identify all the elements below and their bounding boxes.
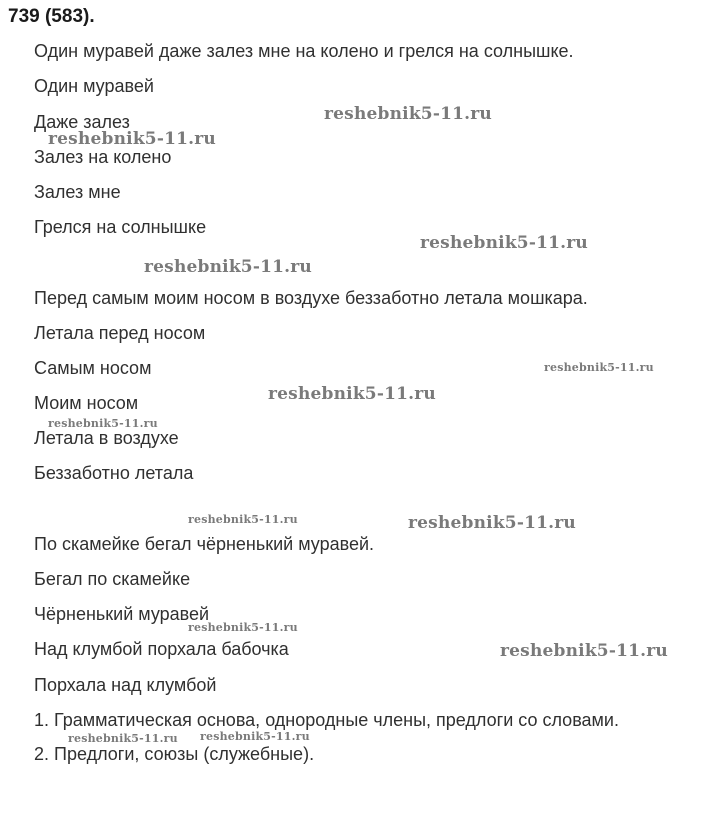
watermark: reshebnik5-11.ru	[48, 417, 158, 430]
text-line: По скамейке бегал чёрненький муравей.	[34, 534, 375, 554]
text-line: 2. Предлоги, союзы (служебные).	[34, 744, 315, 764]
text-line: Залез на колено	[34, 147, 172, 167]
watermark: reshebnik5-11.ru	[420, 233, 588, 253]
text-line: Беззаботно летала	[34, 463, 194, 483]
watermark: reshebnik5-11.ru	[188, 621, 298, 634]
text-line: Моим носом	[34, 393, 139, 413]
text-line: Над клумбой порхала бабочка	[34, 639, 289, 659]
text-line: Летала перед носом	[34, 323, 206, 343]
text-line: Бегал по скамейке	[34, 569, 191, 589]
text-line: Один муравей	[34, 76, 154, 96]
watermark: reshebnik5-11.ru	[144, 257, 312, 277]
text-line: Перед самым моим носом в воздухе беззаботно летала мошкара.	[34, 288, 588, 308]
exercise-number: 739 (583).	[8, 6, 95, 27]
text-line: Самым носом	[34, 358, 152, 378]
text-line: Чёрненький муравей	[34, 604, 210, 624]
watermark: reshebnik5-11.ru	[200, 730, 310, 743]
text-line: 1. Грамматическая основа, однородные члены, предлоги со словами.	[34, 710, 619, 730]
watermark: reshebnik5-11.ru	[324, 104, 492, 124]
watermark: reshebnik5-11.ru	[68, 732, 178, 745]
watermark: reshebnik5-11.ru	[48, 129, 216, 149]
text-line: Грелся на солнышке	[34, 217, 207, 237]
watermark: reshebnik5-11.ru	[188, 513, 298, 526]
text-line: Один муравей даже залез мне на колено и грелся на солнышке.	[34, 41, 574, 61]
watermark: reshebnik5-11.ru	[500, 641, 668, 661]
text-line: Залез мне	[34, 182, 121, 202]
watermark: reshebnik5-11.ru	[268, 384, 436, 404]
watermark: reshebnik5-11.ru	[408, 513, 576, 533]
text-line: Порхала над клумбой	[34, 675, 217, 695]
watermark: reshebnik5-11.ru	[544, 361, 654, 374]
text-line: Даже залез	[34, 112, 130, 132]
text-line: Летала в воздухе	[34, 428, 179, 448]
